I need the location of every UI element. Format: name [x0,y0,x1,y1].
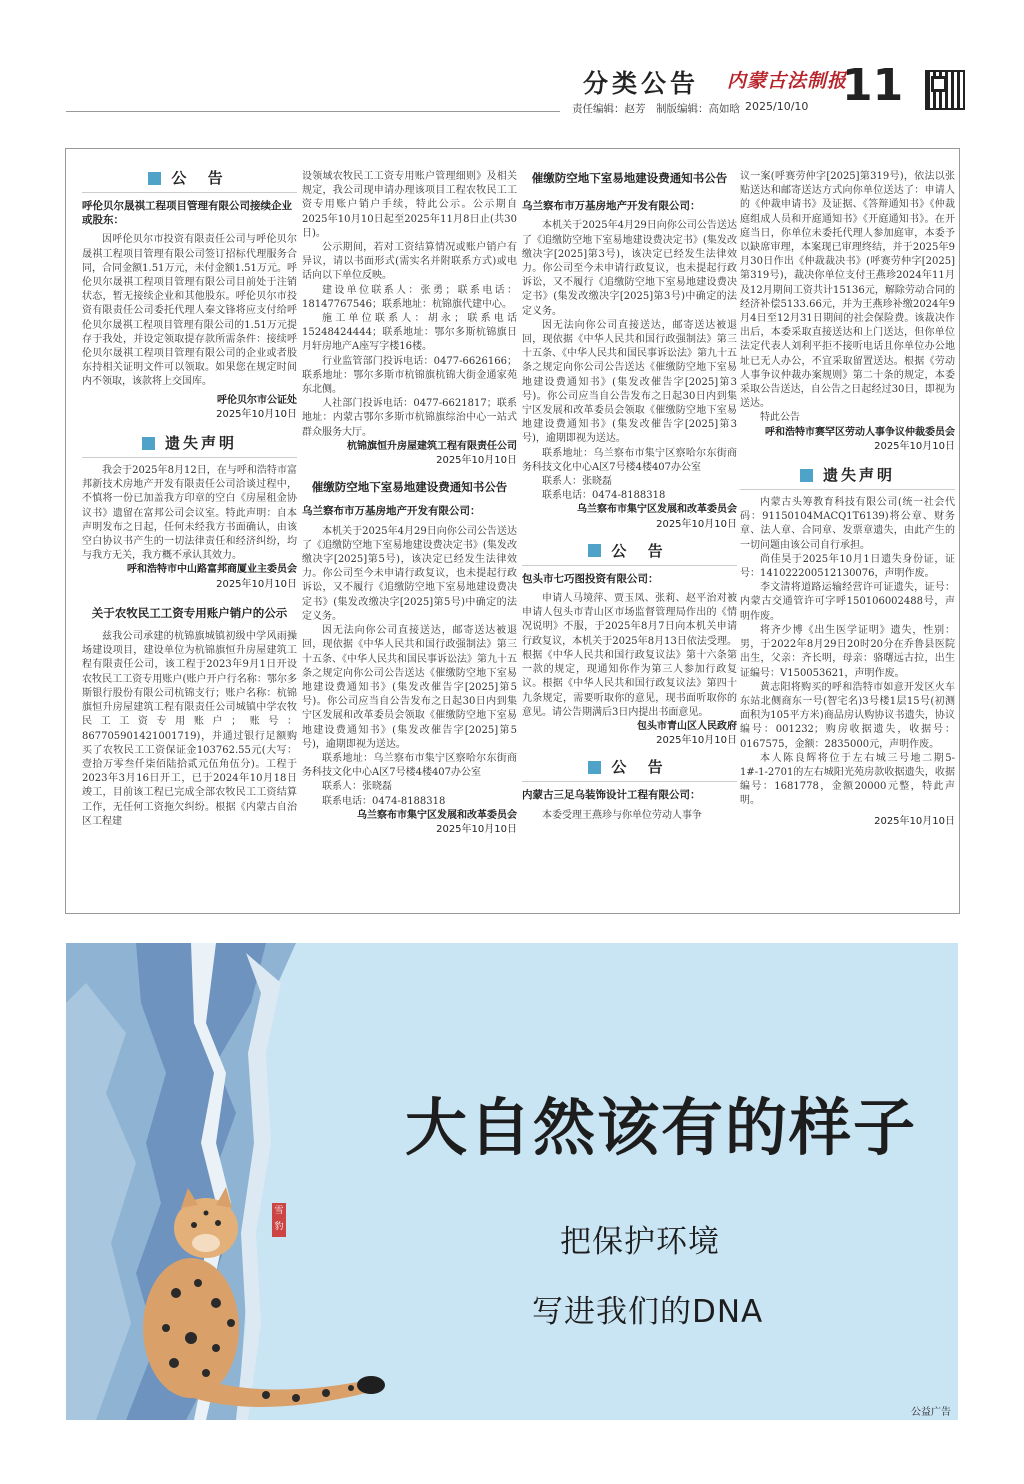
page-number: 11 [842,60,904,111]
notice-signature: 呼和浩特市赛罕区劳动人事争议仲裁委员会 [765,426,955,438]
notice-body: 因呼伦贝尔市投资有限责任公司与呼伦贝尔晟祺工程项目管理有限公司签订招标代理服务合同，合同金额1.51万元，未付金额1.51万元。呼伦贝尔晟祺工程项目管理有限公司目前处于注销状态，暂无接续企业和其他股东。呼伦贝尔市投资有限责任公司委托代理人秦文锋将应支付给呼伦贝尔晟祺工程项目管理有限公司的1.51万元提存于我处，并设定领取提存款所需条件：接续呼伦贝尔晟祺工程项目管理有限公司的企业或者股东持相关证明文件可以领取。如果您在规定时间内不领取，该款将上交国库。 [82,234,297,388]
notice-body: 联系电话：0474-8188318 [322,795,446,807]
column-2 [302,170,517,841]
column-3 [522,165,737,823]
notice-date: 2025年10月10日 [436,455,517,467]
header-divider [66,111,560,112]
notice-body: 施工单位联系人：胡永；联系电话15248424444；联系地址：鄂尔多斯杭锦旗日月轩房地产A座写字楼16楼。 [302,313,517,353]
notice-body: 联系地址：乌兰察布市集宁区察哈尔东街商务科技文化中心A区7号楼4楼407办公室 [302,752,517,779]
section-header-notice: 公 告 [82,171,297,191]
newspaper-logo: 内蒙古法制报 [727,70,848,92]
section-header-notice: 公 告 [522,760,737,780]
notice-signature: 乌兰察布市集宁区发展和改革委员会 [357,809,517,821]
notice-title: 催缴防空地下室易地建设费通知书公告 [311,480,508,495]
notice-body: 本人陈良辉将位于左右城三号地二期5-1#-1-2701的左右城阳光苑房款收据遗失，收据编号：1681778，金额20000元整，特此声明。 [740,752,955,807]
notice-signature: 杭锦旗恒升房屋建筑工程有限责任公司 [347,440,517,452]
notice-body: 内蒙古头筹教育科技有限公司(统一社会代码：91150104MACQ1T6139)将公章、财务章、法人章、合同章、发票章遗失，由此产生的一切问题由该公司自行承担。 [740,497,955,551]
notice-body: 因无法向你公司直接送达，邮寄送达被退回，现依据《中华人民共和国行政强制法》第三十五条、《中华人民共和国民事诉讼法》第九十五条之规定向你公司公告送达《催缴防空地下室易地建设费通知书》(集发改催告字[2025]第5号)。你公司应当自公告发布之日起30日内到集宁区发展和改革委员会领取《催缴防空地下室易地建设费通知书》(集发改催告字[2025]第5号)，逾期即视为送达。 [302,625,517,750]
notice-body: 建设单位联系人：张勇；联系电话：18147767546；联系地址：杭锦旗代建中心。 [302,284,517,310]
ad-headline: 大自然该有的样子 [405,1091,918,1164]
notice-body: 尚佳昊于2025年10月1日遗失身份证，证号：14102220051213007​6，声明作废。 [740,553,955,580]
notice-signature: 呼伦贝尔市公证处 [217,394,297,406]
notice-body: 黄志阳将购买的呼和浩特市如意开发区火车东站北侧商东一号(智宅名)3号楼1层15号(初测面积为105平方米)商品房认购协议书遗失，协议编号：001232；购房收据遗失，收据号：0167575，金额：2835000元，声明作废。 [740,681,955,750]
notice-addressee: 呼伦贝尔晟祺工程项目管理有限公司接续企业或股东： [82,200,292,227]
notice-addressee: 内蒙古三足乌装饰设计工程有限公司： [522,789,701,802]
notice-date: 2025年10月10日 [874,440,955,452]
notice-body: 本机关于2025年4月29日向你公司公告送达了《追缴防空地下室易地建设费决定书》(集发改缴决字[2025]第3号)，该决定已经发生法律效力。你公司至今未申请行政复议，也未提起行政诉讼，又不履行《追缴防空地下室易地建设费决定书》(集发改缴决字[2025]第3号)中确定的法定义务。 [522,220,737,317]
ad-label: 公益广告 [911,1407,951,1418]
qr-code-icon[interactable] [925,70,965,110]
section-header-lost: 遗失声明 [82,436,297,456]
notice-addressee: 乌兰察布市万基房地产开发有限公司： [302,505,481,518]
notice-date: 2025年10月10日 [656,735,737,747]
editor-credits: 责任编辑：赵芳 制版编辑：高如晗 [572,103,740,115]
notice-body: 特此公告 [760,412,800,424]
notice-date: 2025年10月10日 [436,823,517,835]
notice-body: 李文清将道路运输经营许可证遗失，证号：内蒙古交通管许可字呼150106002488号，声明作废。 [740,582,955,622]
notice-signature: 乌兰察布市集宁区发展和改革委员会 [577,504,737,516]
notice-signature: 包头市青山区人民政府 [637,720,737,732]
notice-body: 设领域农牧民工工资专用账户管理细则》及相关规定，我公司现申请办理该项目工程农牧民工工资专用账户销户手续，特此公示。公示期自2025年10月10日起至2025年11月8日止(共30日)。 [302,171,517,239]
notice-title: 关于农牧民工工资专用账户销户的公示 [91,605,288,620]
notice-body: 人社部门投诉电话：0477-6621817；联系地址：内蒙古鄂尔多斯市杭锦旗综治中心一站式群众服务大厅。 [302,398,517,438]
square-bullet-icon [800,469,813,482]
notice-date: 2025年10月10日 [656,518,737,530]
section-header-notice: 公 告 [522,544,737,564]
notice-body: 联系电话：0474-8188318 [542,490,666,502]
column-4 [740,170,955,833]
notice-body: 本委受理王燕珍与你单位劳动人事争 [542,809,702,821]
notice-date: 2025年10月10日 [216,578,297,590]
issue-date: 2025/10/10 [745,100,809,113]
square-bullet-icon [588,761,601,774]
ad-slogan-line-1: 把保护环境 [560,1224,720,1260]
notice-body: 公示期间，若对工资结算情况或账户销户有异议，请以书面形式(需实名并附联系方式)或电话向以下单位反映。 [302,242,517,282]
square-bullet-icon [588,544,601,557]
section-title: 分类公告 [583,69,700,98]
notice-body: 将齐少博《出生医学证明》遗失，性别：男，于2022年8月29日20时20分在乔鲁县医院出生，父亲：齐长明，母亲：骆曙远古拉，出生证编号：V150053621，声明作废。 [740,624,955,679]
notice-body: 因无法向你公司直接送达，邮寄送达被退回，现依据《中华人民共和国行政强制法》第三十五条、《中华人民共和国民事诉讼法》第九十五条之规定向你公司公告送达《催缴防空地下室易地建设费通知书》(集发改催告字[2025]第3号)。你公司应当自公告发布之日起30日内到集宁区发展和改革委员会领取《催缴防空地下室易地建设费通知书》(集发改催告字[2025]第3号)，逾期即视为送达。 [522,319,737,445]
notice-body: 兹我公司承建的杭锦旗城镇初级中学风雨操场建设项目，建设单位为杭锦旗恒升房屋建筑工程有限责任公司，该工程于2023年9月1日开设农牧民工工资专用账户(账户开户行名称：鄂尔多斯银行股份有限公司杭锦支行；账户名称：杭锦旗恒升房屋建筑工程有限责任公司城镇中学农牧民工工资专用账户；账号：8677059014210017​19)，并通过银行足额购买了农牧民工工资保证金103762.55元(大写：壹拾万零叁仟柒佰陆拾贰元伍角伍分)。工程于2023年3月16日开工，已于2024年10月18日竣工，目前该工程已完成全部农牧民工工资结算工作，无任何工资拖欠纠纷。根据《内蒙古自治区工程建 [82,631,297,827]
notice-body: 联系人：张晓磊 [322,781,392,793]
snow-leopard-illustration [66,943,958,1420]
section-header-lost: 遗失声明 [740,468,955,488]
notice-body: 我会于2025年8月12日，在与呼和浩特市富邦新技术房地产开发有限责任公司洽谈过程中，不慎将一份已加盖我方印章的空白《房屋租金协议书》遗留在富邦公司会议室。特此声明：自本声明发布之日起，任何未经我方书面确认，由该空白协议书产生的一切法律责任和经济纠纷，均与我方无关，我方概不承认其效力。 [82,465,297,562]
notice-body: 联系人：张晓磊 [542,476,612,488]
notice-body: 议一案(呼赛劳仲字[2025]第319号)，依法以张贴送达和邮寄送达方式向你单位送达了：申请人的《仲裁申请书》及证据、《答辩通知书》《仲裁庭组成人员和开庭通知书》《开庭通知书》。在开庭当日，你单位未委托代理人参加庭审，本委予以缺席审理，本案现已审理终结，并于2025年9月30日作出《仲裁裁决书》(呼赛劳仲字[2025]第319号)，裁决你单位支付王燕珍2024年11月及12月期间工资共计15136元，解除劳动合同的经济补偿5133.66元，并为王燕珍补缴2024年9月4日至12月31日期间的社会保险费。该裁决作出后，本委采取直接送达和上门送达，但你单位法定代表人刘利平拒不接听电话且你单位办公地址已无人办公，不宜采取留置送达。根据《劳动人事争议仲裁办案规则》第二十条的规定，本委采取公告送达，自公告之日起经过30日，即视为送达。 [740,171,955,410]
notice-signature: 呼和浩特市中山路富邦商厦业主委员会 [127,564,297,576]
notice-body: 本机关于2025年4月29日向你公司公告送达了《追缴防空地下室易地建设费决定书》(集发改缴决字[2025]第5号)，该决定已经发生法律效力。你公司至今未申请行政复议，也未提起行政诉讼，又不履行《追缴防空地下室易地建设费决定书》(集发改缴决字[2025]第5号)中确定的法定义务。 [302,525,517,622]
square-bullet-icon [148,172,161,185]
notice-date: 2025年10月10日 [216,408,297,420]
public-service-ad [66,943,958,1420]
notice-title: 催缴防空地下室易地建设费通知书公告 [531,171,728,185]
notice-addressee: 乌兰察布市万基房地产开发有限公司： [522,200,701,213]
notice-addressee: 包头市七巧图投资有限公司： [522,572,659,585]
notice-body: 行业监管部门投诉电话：0477-6626166；联系地址：鄂尔多斯市杭锦旗杭锦大街金通家苑东北侧。 [302,355,517,396]
square-bullet-icon [142,437,155,450]
column-1 [82,165,297,829]
notice-body: 联系地址：乌兰察布市集宁区察哈尔东街商务科技文化中心A区7号楼4楼407办公室 [522,447,737,473]
notice-date: 2025年10月10日 [874,815,955,827]
ad-slogan-line-2: 写进我们的DNA [532,1294,764,1330]
seal-stamp: 雪豹 [272,1203,286,1237]
notice-body: 申请人马境萍、贾玉凤、张莉、赵平治对被申请人包头市青山区市场监督管理局作出的《情况说明》不服，于2025年8月7日向本机关申请行政复议，本机关于2025年8月13日依法受理。根据《中华人民共和国行政复议法》第十六条第一款的规定，现通知你作为第三人参加行政复议。根据《中华人民共和国行政复议法》第四十九条规定，需要听取你的意见，现书面听取你的意见。请公告期满后3日内提出书面意见。 [522,593,737,718]
